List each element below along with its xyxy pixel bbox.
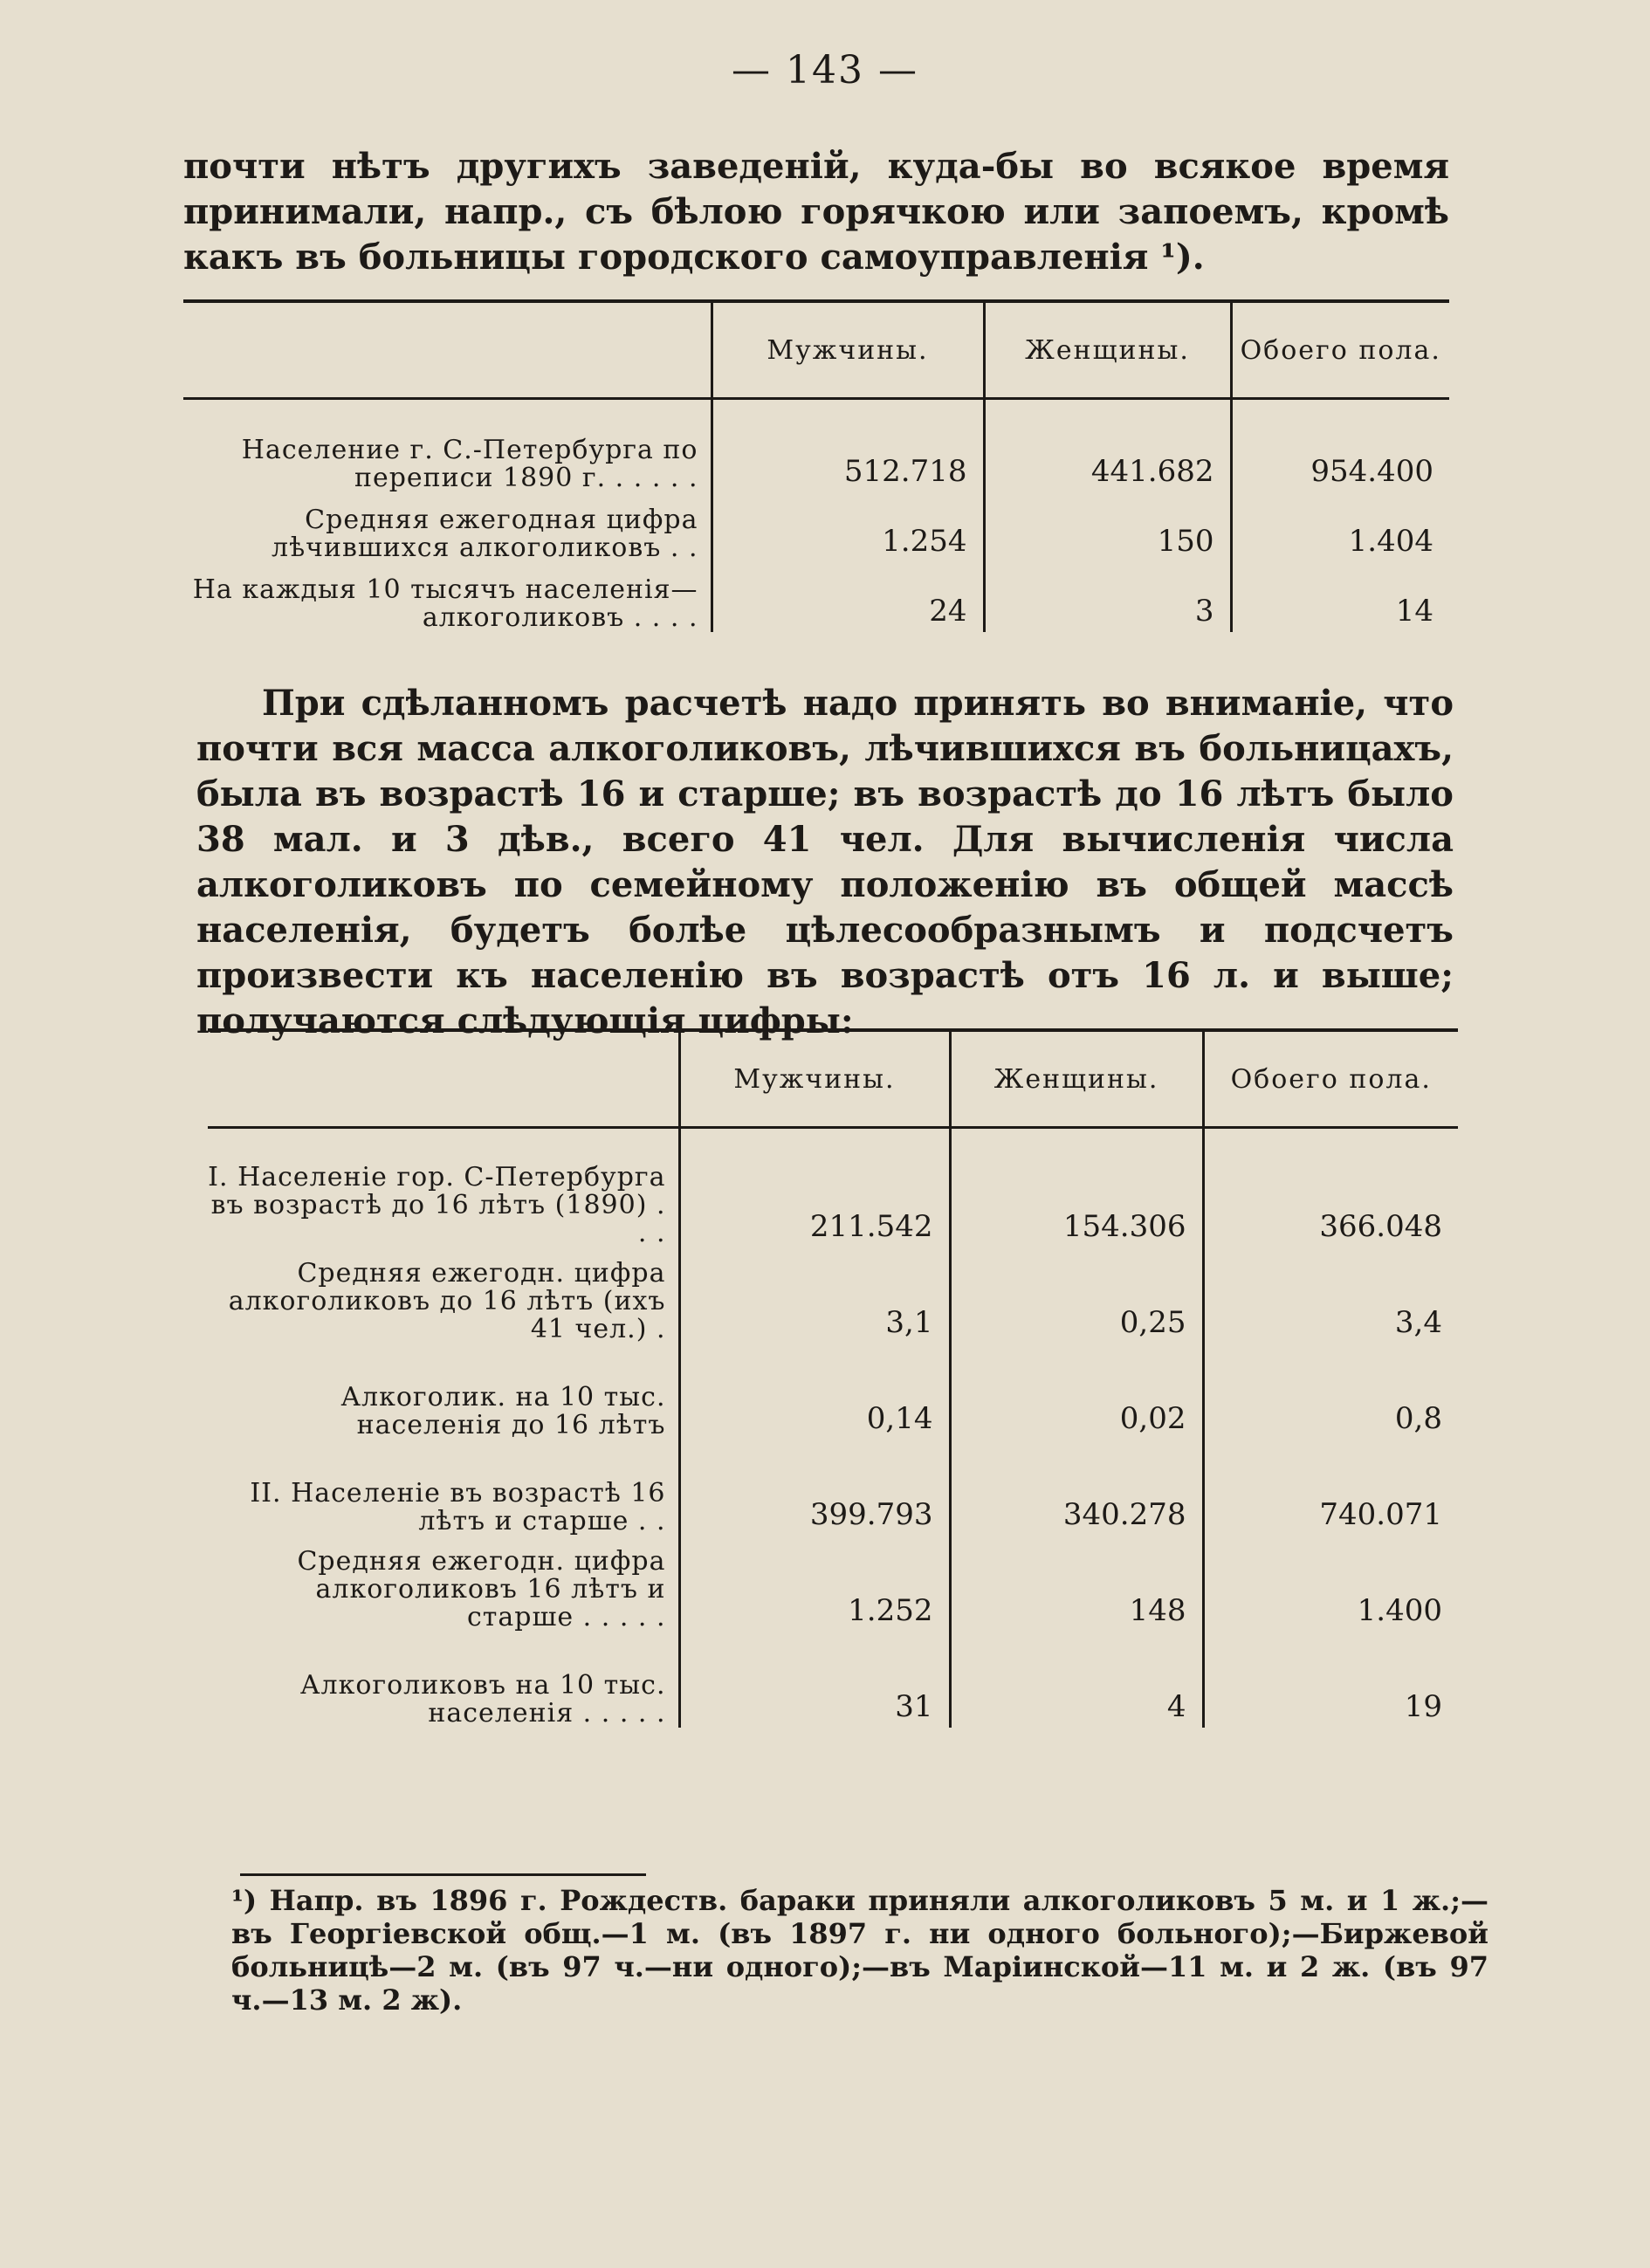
cell-women: 4 bbox=[950, 1632, 1203, 1728]
cell-both: 3,4 bbox=[1203, 1247, 1458, 1344]
table-row bbox=[183, 492, 1449, 562]
cell-women: 0,25 bbox=[950, 1247, 1203, 1344]
row-label: Средняя ежегодн. цифра алкоголиковъ до 16 лѣтъ (ихъ 41 чел.) . bbox=[228, 1258, 666, 1344]
cell-both: 19 bbox=[1203, 1632, 1458, 1728]
header-blank bbox=[208, 1030, 679, 1128]
header-men: Мужчины. bbox=[712, 301, 984, 399]
table-header-row bbox=[183, 301, 1449, 399]
cell-men: 211.542 bbox=[679, 1151, 950, 1247]
cell-women: 154.306 bbox=[950, 1151, 1203, 1247]
cell-both: 366.048 bbox=[1203, 1151, 1458, 1247]
cell-both: 740.071 bbox=[1203, 1440, 1458, 1536]
paragraph-intro: почти нѣтъ другихъ заведеній, куда-бы во всякое время принимали, напр., съ бѣлою горячкою или запоемъ, кромѣ какъ въ больницы городского самоуправленія ¹). bbox=[183, 146, 1449, 278]
page-number: — 143 — bbox=[732, 48, 918, 93]
table-row bbox=[208, 1344, 1458, 1440]
row-label: На каждыя 10 тысячъ населенія—алкоголиковъ . . . . bbox=[192, 574, 698, 633]
cell-both: 954.400 bbox=[1231, 423, 1449, 492]
header-both: Обоего пола. bbox=[1231, 301, 1449, 399]
cell-men: 1.254 bbox=[712, 492, 984, 562]
row-label: I. Населеніе гор. С-Петербурга въ возрастѣ до 16 лѣтъ (1890) . . . bbox=[208, 1162, 666, 1248]
cell-men: 3,1 bbox=[679, 1247, 950, 1344]
cell-women: 340.278 bbox=[950, 1440, 1203, 1536]
table-row bbox=[208, 1536, 1458, 1632]
cell-both: 1.404 bbox=[1231, 492, 1449, 562]
table-row bbox=[183, 562, 1449, 632]
table-row bbox=[208, 1440, 1458, 1536]
header-women: Женщины. bbox=[950, 1030, 1203, 1128]
population-age-table bbox=[208, 1028, 1458, 1728]
cell-women: 0,02 bbox=[950, 1344, 1203, 1440]
header-women: Женщины. bbox=[984, 301, 1231, 399]
cell-both: 0,8 bbox=[1203, 1344, 1458, 1440]
footnote-divider bbox=[240, 1873, 646, 1876]
cell-men: 31 bbox=[679, 1632, 950, 1728]
cell-both: 14 bbox=[1231, 562, 1449, 632]
cell-women: 441.682 bbox=[984, 423, 1231, 492]
cell-men: 0,14 bbox=[679, 1344, 950, 1440]
header-both: Обоего пола. bbox=[1203, 1030, 1458, 1128]
footnote: ¹) Напр. въ 1896 г. Рождеств. бараки приняли алкоголиковъ 5 м. и 1 ж.;—въ Георгіевской общ.—1 м. (въ 1897 г. ни одного больного);—Биржевой больницѣ—2 м. (въ 97 ч.—ни одного);—въ Маріинской—11 м. и 2 ж. (въ 97 ч.—13 м. 2 ж). bbox=[231, 1884, 1488, 2017]
row-label: Средняя ежегодная цифра лѣчившихся алкоголиковъ . . bbox=[272, 505, 698, 563]
cell-men: 1.252 bbox=[679, 1536, 950, 1632]
table-row bbox=[208, 1632, 1458, 1728]
row-label: II. Населеніе въ возрастѣ 16 лѣтъ и старше . . bbox=[250, 1478, 666, 1536]
cell-both: 1.400 bbox=[1203, 1536, 1458, 1632]
row-label: Алкоголиковъ на 10 тыс. населенія . . . . . bbox=[299, 1670, 666, 1728]
cell-women: 148 bbox=[950, 1536, 1203, 1632]
row-label: Население г. С.-Петербурга по переписи 1890 г. . . . . . bbox=[241, 435, 698, 493]
cell-women: 150 bbox=[984, 492, 1231, 562]
population-table-1890 bbox=[183, 299, 1449, 632]
table-row bbox=[183, 423, 1449, 492]
cell-men: 512.718 bbox=[712, 423, 984, 492]
cell-men: 399.793 bbox=[679, 1440, 950, 1536]
table-header-row bbox=[208, 1030, 1458, 1128]
table-row bbox=[208, 1151, 1458, 1247]
header-blank bbox=[183, 301, 712, 399]
row-label: Средняя ежегодн. цифра алкоголиковъ 16 лѣтъ и старше . . . . . bbox=[297, 1546, 666, 1632]
cell-women: 3 bbox=[984, 562, 1231, 632]
paragraph-calculation: При сдѣланномъ расчетѣ надо принять во вниманіе, что почти вся масса алкоголиковъ, лѣчившихся въ больницахъ, была въ возрастѣ 16 и старше; въ возрастѣ до 16 лѣтъ было 38 мал. и 3 дѣв., всего 41 чел. Для вычисленія числа алкоголиковъ по семейному положенію въ общей массѣ населенія, будетъ болѣе цѣлесообразнымъ и подсчетъ произвести къ населенію въ возрастѣ отъ 16 л. и выше; получаются слѣдующія цифры: bbox=[196, 683, 1454, 1041]
row-label: Алкоголик. на 10 тыс. населенія до 16 лѣтъ bbox=[340, 1382, 666, 1440]
table-row bbox=[208, 1247, 1458, 1344]
cell-men: 24 bbox=[712, 562, 984, 632]
header-men: Мужчины. bbox=[679, 1030, 950, 1128]
